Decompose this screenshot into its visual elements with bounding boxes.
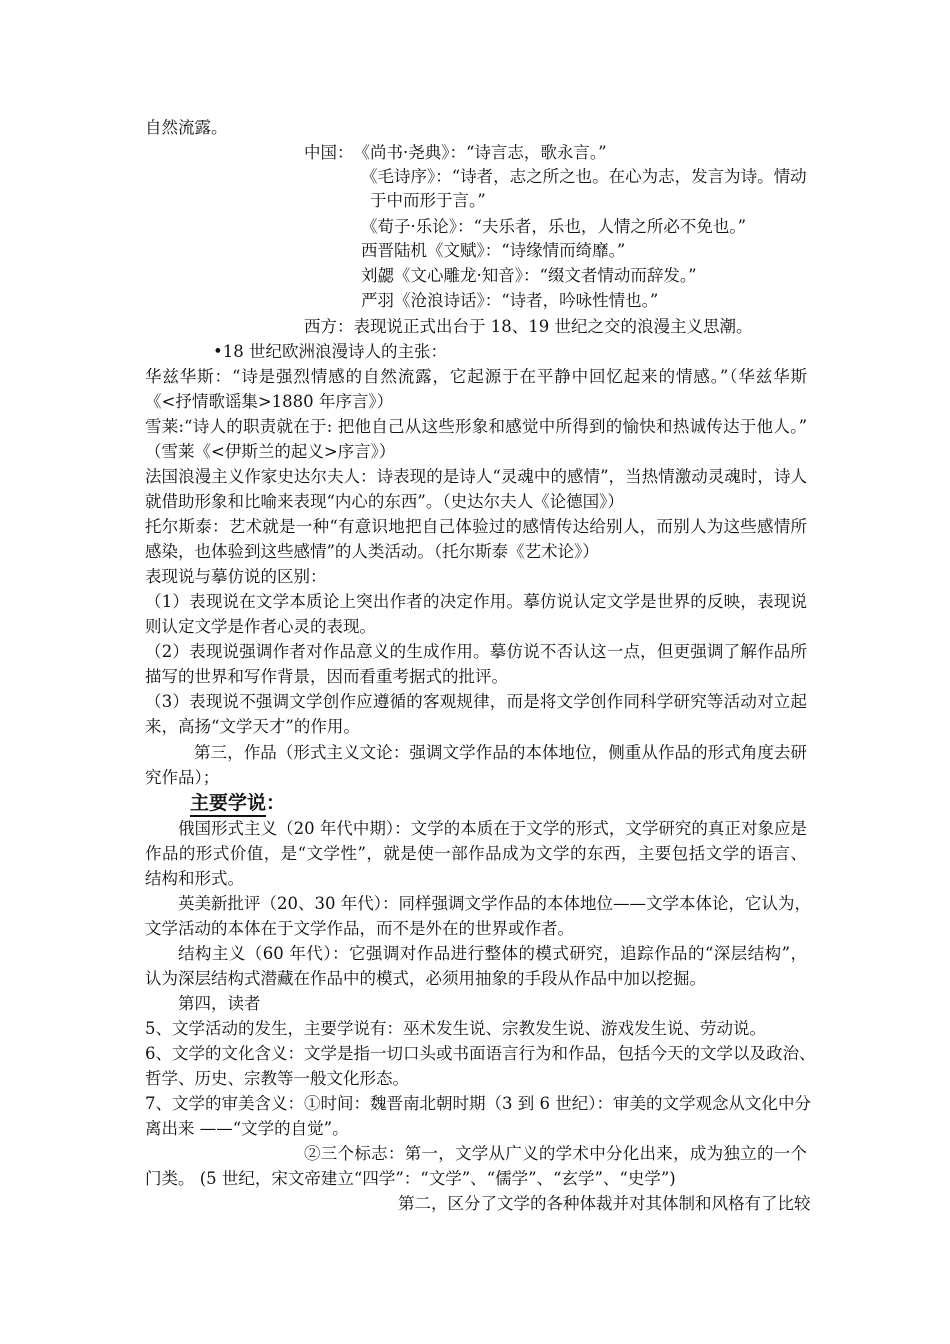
text-line: 6、文学的文化含义：文学是指一切口头或书面语言行为和作品，包括今天的文学以及政治、 [145,1044,816,1063]
text-line: 《毛诗序》：“诗者，志之所之也。在心为志，发言为诗。情动 [361,167,807,186]
text-line: 第四，读者 [178,994,261,1013]
text-line: 离出来 ——“文学的自觉”。 [145,1119,349,1138]
text-line: 就借助形象和比喻来表现“内心的东西”。（史达尔夫人《论德国》） [145,492,624,511]
text-line: 西方：表现说正式出台于 18、19 世纪之交的浪漫主义思潮。 [304,317,753,336]
text-line: 感染，也体验到这些感情”的人类活动。（托尔斯泰《艺术论》） [145,542,599,561]
text-line: 认为深层结构式潜藏在作品中的模式，必须用抽象的手段从作品中加以挖掘。 [145,969,706,988]
text-line: 第三，作品（形式主义文论：强调文学作品的本体地位，侧重从作品的形式角度去研 [194,743,807,762]
text-line: 表现说与摹仿说的区别： [145,567,327,586]
text-line: 法国浪漫主义作家史达尔夫人：诗表现的是诗人“灵魂中的感情”，当热情激动灵魂时，诗人 [145,467,807,486]
text-line: 结构主义（60 年代）：它强调对作品进行整体的模式研究，追踪作品的“深层结构”， [178,944,807,963]
text-line: 则认定文学是作者心灵的表现。 [145,617,376,636]
text-line: 文学活动的本体在于文学作品，而不是外在的世界或作者。 [145,919,574,938]
text-line: 哲学、历史、宗教等一般文化形态。 [145,1069,409,1088]
text-line: 7、文学的审美含义：①时间：魏晋南北朝时期（3 到 6 世纪）：审美的文学观念从文化中分 [145,1094,811,1113]
text-line: （雪莱《<伊斯兰的起义>序言》） [145,442,396,461]
section-heading-text: 主要学说 [190,792,266,817]
text-line: 俄国形式主义（20 年代中期）：文学的本质在于文学的形式，文学研究的真正对象应是 [178,819,807,838]
text-line: 描写的世界和写作背景，因而看重考据式的批评。 [145,667,508,686]
text-line: 自然流露。 [145,118,228,137]
text-line: （2）表现说强调作者对作品意义的生成作用。摹仿说不否认这一点，但更强调了解作品所 [145,642,807,661]
text-line: 结构和形式。 [145,869,244,888]
section-heading [190,792,285,814]
text-line: 雪莱:“诗人的职责就在于: 把他自己从这些形象和感觉中所得到的愉快和热诚传达于他人。” [145,417,807,436]
text-line: 门类。 (5 世纪，宋文帝建立“四学”：“文学”、“儒学”、“玄学”、“史学”) [145,1169,676,1188]
text-line: 华兹华斯：“诗是强烈情感的自然流露，它起源于在平静中回忆起来的情感。”（华兹华斯 [145,367,807,386]
text-line: 托尔斯泰：艺术就是一种“有意识地把自己体验过的感情传达给别人，而别人为这些感情所 [145,517,807,536]
text-line: 于中而形于言。” [370,191,486,210]
text-line: 5、文学活动的发生，主要学说有：巫术发生说、宗教发生说、游戏发生说、劳动说。 [145,1019,766,1038]
text-line: 第二，区分了文学的各种体裁并对其体制和风格有了比较 [398,1194,811,1213]
section-heading-colon: ： [266,792,286,814]
text-line: 究作品）； [145,768,220,787]
text-line: ②三个标志：第一，文学从广义的学术中分化出来，成为独立的一个 [304,1144,807,1163]
text-line: 《<抒情歌谣集>1880 年序言》） [145,392,394,411]
text-line: 作品的形式价值，是“文学性”，就是使一部作品成为文学的东西，主要包括文学的语言、 [145,844,807,863]
text-line: 英美新批评（20、30 年代）：同样强调文学作品的本体地位——文学本体论，它认为， [178,894,811,913]
text-line: 刘勰《文心雕龙·知音》：“缀文者情动而辞发。” [361,266,697,285]
text-line: （3）表现说不强调文学创作应遵循的客观规律，而是将文学创作同科学研究等活动对立起 [145,692,807,711]
text-line: 西晋陆机《文赋》：“诗缘情而绮靡。” [361,241,626,260]
text-line: 来，高扬“文学天才”的作用。 [145,717,360,736]
text-line: （1）表现说在文学本质论上突出作者的决定作用。摹仿说认定文学是世界的反映，表现说 [145,592,807,611]
text-line: 中国： 《尚书·尧典》：“诗言志，歌永言。” [304,143,607,162]
text-line: •18 世纪欧洲浪漫诗人的主张： [213,342,447,361]
text-line: 严羽《沧浪诗话》：“诗者，吟咏性情也。” [361,291,659,310]
text-line: 《荀子·乐论》：“夫乐者，乐也，人情之所必不免也。” [361,217,747,236]
